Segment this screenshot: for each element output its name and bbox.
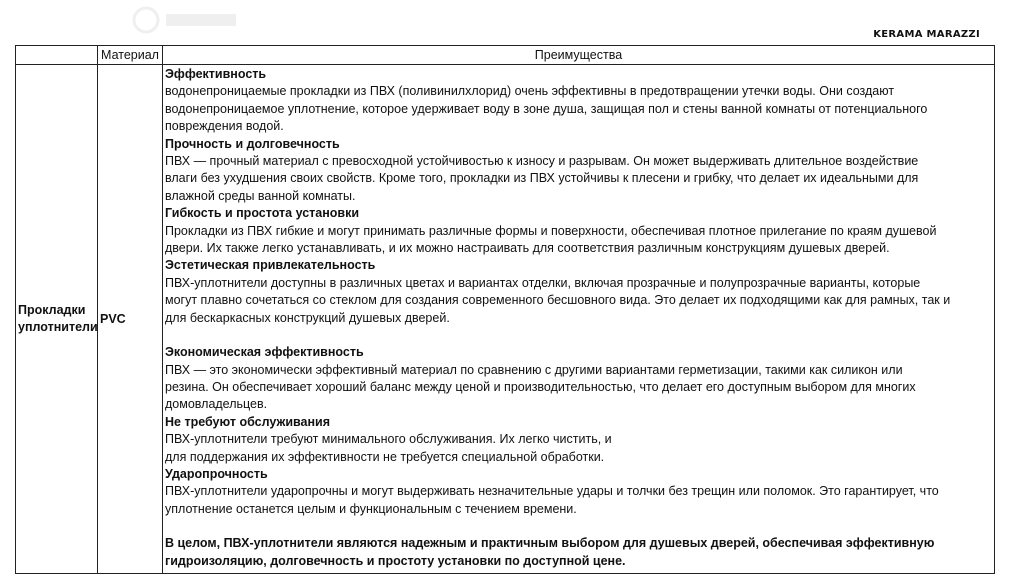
benefit-text-line: домовладельцев. <box>165 397 268 412</box>
benefit-text-line: ПВХ-уплотнители доступны в различных цветах и вариантах отделки, включая прозрачные и полупрозрачные варианты, которые <box>165 275 921 290</box>
benefit-section-durability <box>165 136 992 206</box>
column-header-benefits: Преимущества <box>163 46 995 65</box>
benefit-text-line: могут плавно сочетаться со стеклом для создания современного бесшовного вида. Это делает их подходящими как для рамных, так и <box>165 293 951 308</box>
benefit-title: Гибкость и простота установки <box>165 206 360 221</box>
benefit-text-line: двери. Их также легко устанавливать, и их можно настраивать для соответствия различным конструкциям душевых дверей. <box>165 241 890 256</box>
benefit-title: Не требуют обслуживания <box>165 414 331 429</box>
benefit-section-maintenance <box>165 414 992 466</box>
benefit-title: Эстетическая привлекательность <box>165 258 376 273</box>
benefit-text-line: влаги без ухудшения своих свойств. Кроме того, прокладки из ПВХ устойчивы к плесени и грибку, что делает их идеальными для <box>165 171 919 186</box>
benefit-text-line: для бескаркасных конструкций душевых дверей. <box>165 310 450 325</box>
table-header-row <box>16 46 995 65</box>
material-cell: PVC <box>98 65 163 574</box>
product-cell: Прокладки уплотнители <box>16 65 98 574</box>
benefits-cell <box>163 65 995 574</box>
conclusion-line: В целом, ПВХ-уплотнители являются надежным и практичным выбором для душевых дверей, обеспечивая эффективную <box>165 536 935 551</box>
column-header-product <box>16 46 98 65</box>
benefit-section-efficiency <box>165 66 992 136</box>
spacer <box>165 518 992 535</box>
benefit-title: Экономическая эффективность <box>165 345 364 360</box>
benefit-text-line: уплотнение останется целым и функциональным с течением времени. <box>165 501 577 516</box>
benefit-text-line: Прокладки из ПВХ гибкие и могут принимать различные формы и поверхности, обеспечивая плотное прилегание по краям душевой <box>165 223 937 238</box>
benefit-text-line: резина. Он обеспечивает хороший баланс между ценой и производительностью, что делает его доступным выбором для многих <box>165 379 916 394</box>
benefit-title: Прочность и долговечность <box>165 136 340 151</box>
brand-logo-text: KERAMA MARAZZI <box>873 29 980 40</box>
watermark-logo <box>128 4 248 36</box>
column-header-material: Материал <box>98 46 163 65</box>
spacer <box>165 327 992 344</box>
benefit-text-line: водонепроницаемые прокладки из ПВХ (поливинилхлорид) очень эффективны в предотвращении утечки воды. Они создают <box>165 84 895 99</box>
benefit-title: Эффективность <box>165 67 267 81</box>
benefit-section-flexibility <box>165 205 992 257</box>
benefit-text-line: ПВХ-уплотнители ударопрочны и могут выдерживать незначительные удары и толчки без трещин или поломок. Это гарантирует, что <box>165 484 939 499</box>
conclusion <box>165 535 992 570</box>
benefit-title: Ударопрочность <box>165 466 268 481</box>
benefit-text-line: ПВХ — прочный материал с превосходной устойчивостью к износу и разрывам. Он может выдерживать длительное воздействие <box>165 154 919 169</box>
benefit-section-aesthetics <box>165 257 992 327</box>
table-row <box>16 65 995 574</box>
benefit-text-line: для поддержания их эффективности не требуется специальной обработки. <box>165 449 605 464</box>
benefit-text-line: ПВХ — это экономически эффективный материал по сравнению с другими вариантами герметизации, такими как силикон или <box>165 362 903 377</box>
benefit-text-line: влажной среды ванной комнаты. <box>165 188 356 203</box>
conclusion-line: гидроизоляцию, долговечность и простоту установки по доступной цене. <box>165 553 626 568</box>
benefit-section-cost-efficiency <box>165 344 992 414</box>
benefits-table <box>15 45 995 574</box>
benefit-text-line: ПВХ-уплотнители требуют минимального обслуживания. Их легко чистить, и <box>165 432 612 447</box>
benefit-section-impact-resistance <box>165 466 992 518</box>
benefit-text-line: водонепроницаемое уплотнение, которое удерживает воду в зоне душа, защищая пол и стены ванной комнаты от потенциального <box>165 101 928 116</box>
benefit-text-line: повреждения водой. <box>165 119 284 134</box>
